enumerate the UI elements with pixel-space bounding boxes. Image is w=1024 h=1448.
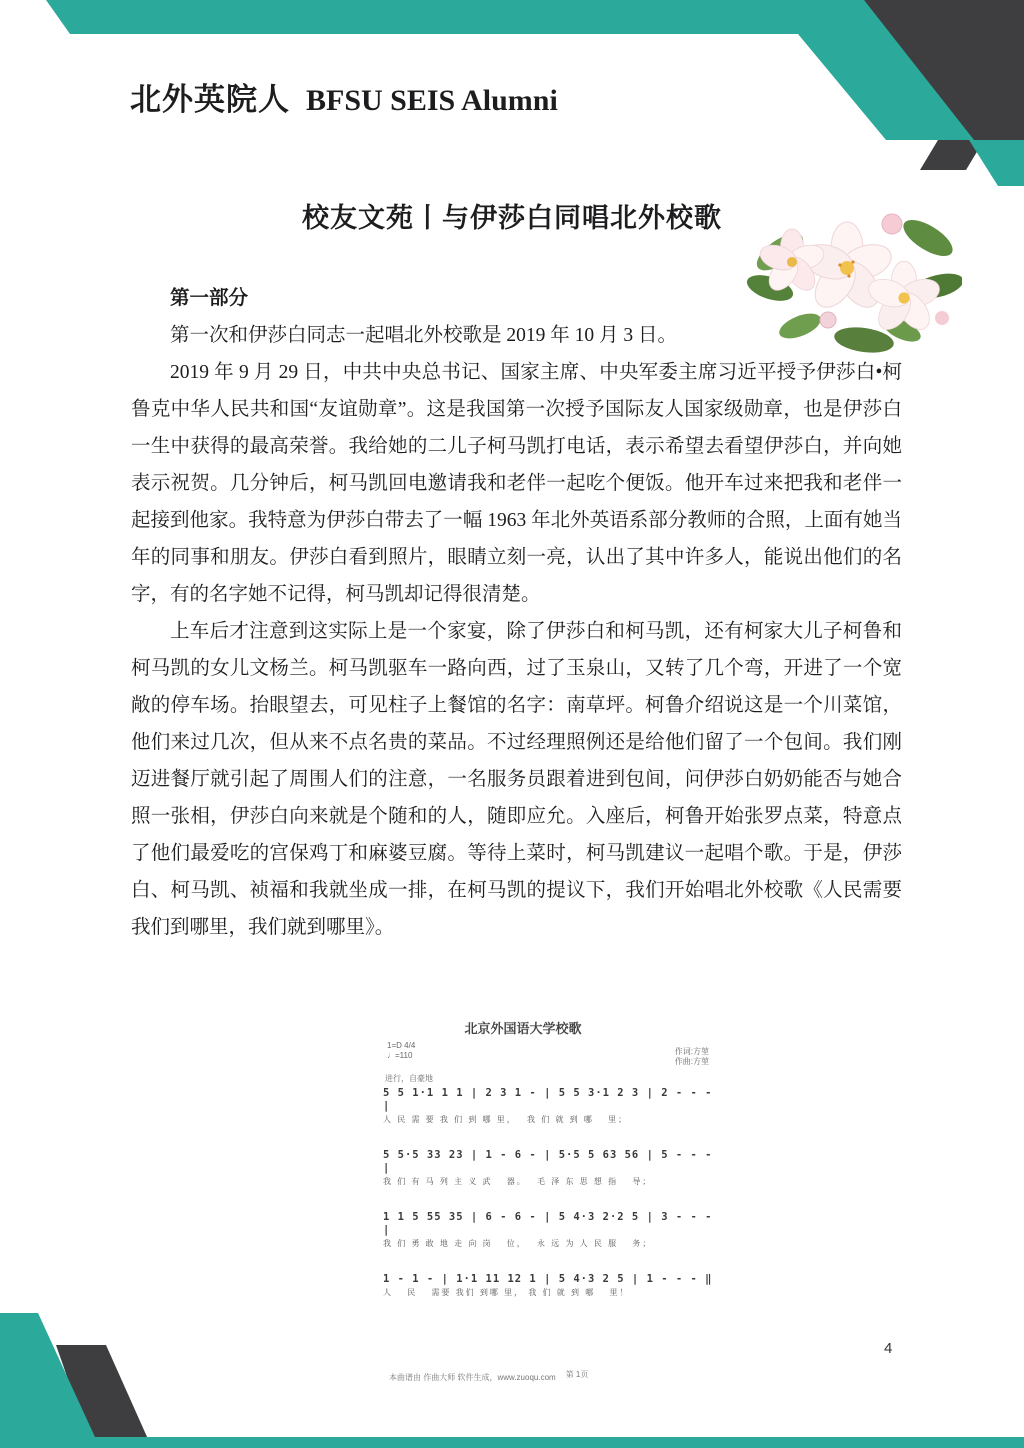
score-lyrics: 我 们 勇 敢 地 走 向 岗 位， 永 远 为 人 民 服 务； (383, 1239, 653, 1248)
score-expression: 进行，自豪地 (385, 1074, 433, 1083)
sheet-music (383, 1012, 723, 1383)
masthead (130, 74, 558, 119)
score-meter: 4/4 (404, 1041, 416, 1050)
article-title: 校友文苑丨与伊莎白同唱北外校歌 (302, 203, 722, 233)
body-paragraph: 第一次和伊莎白同志一起唱北外校歌是 2019 年 10 月 3 日。 (170, 325, 678, 346)
masthead-title-zh: 北外英院人 (130, 82, 290, 117)
article-body (131, 280, 902, 1012)
score-line (383, 1149, 723, 1187)
score-meta (383, 1037, 723, 1073)
score-footer (383, 1372, 723, 1383)
score-line (383, 1087, 723, 1125)
body-paragraph: 2019 年 9 月 29 日，中共中央总书记、国家主席、中央军委主席习近平授予伊莎白•柯鲁克中华人民共和国“友谊勋章”。这是我国第一次授予国际友人国家级勋章，也是伊莎白一生中获得的最高荣誉。我给她的二儿子柯马凯打电话，表示希望去看望伊莎白，并向她表示祝贺。几分钟后，柯马凯回电邀请我和老伴一起吃个便饭。他开车过来把我和老伴一起接到他家。我特意为伊莎白带去了一幅 1963 年北外英语系部分教师的合照，上面有她当年的同事和朋友。伊莎白看到照片，眼睛立刻一亮，认出了其中许多人，能说出他们的名字，有的名字她不记得，柯马凯却记得很清楚。 (131, 362, 902, 605)
score-lyrics: 人 民 需要 我们 到哪 里， 我 们 就 到 哪 里！ (383, 1288, 630, 1297)
top-right-teal-fragment (969, 140, 1024, 186)
score-notes: 1 - 1 - | 1·1 11 12 1 | 5 4·3 2 5 | 1 - - - ‖ (383, 1273, 713, 1285)
bottom-teal-bar (0, 1437, 1024, 1448)
top-teal-band (46, 0, 974, 140)
score-line (383, 1211, 723, 1249)
score-key: 1=D (387, 1041, 402, 1050)
score-credits (675, 1047, 709, 1067)
score-composer: 作曲:方堃 (674, 1057, 709, 1066)
score-lyrics: 我 们 有 马 列 主 义 武 器。 毛 泽 东 思 想 指 导； (383, 1177, 653, 1186)
masthead-title-en: BFSU SEIS Alumni (306, 84, 558, 117)
score-notes: 1 1 5 55 35 | 6 - 6 - | 5 4·3 2·2 5 | 3 - - - | (383, 1211, 713, 1236)
score-lines (383, 1087, 723, 1298)
page-number: 4 (884, 1340, 893, 1357)
section-heading: 第一部分 (170, 288, 249, 309)
score-tempo: ♩=110 (387, 1051, 413, 1060)
score-notes: 5 5·5 33 23 | 1 - 6 - | 5·5 5 63 56 | 5 - - - | (383, 1149, 713, 1174)
score-lyrics: 人 民 需 要 我 们 到 哪 里， 我 们 就 到 哪 里； (383, 1115, 629, 1124)
score-generator-note: 本曲谱由 作曲大师 软件生成，www.zuoqu.com (389, 1373, 556, 1382)
score-line (383, 1273, 723, 1298)
score-page-label: 第 1页 (565, 1370, 589, 1379)
score-lyricist: 作词:方堃 (674, 1047, 709, 1056)
bottom-left-decoration (0, 1288, 200, 1448)
score-key-time (387, 1041, 415, 1061)
score-title: 北京外国语大学校歌 (464, 1021, 582, 1036)
body-paragraph: 上车后才注意到这实际上是一个家宴，除了伊莎白和柯马凯，还有柯家大儿子柯鲁和柯马凯的女儿文杨兰。柯马凯驱车一路向西，过了玉泉山，又转了几个弯，开进了一个宽敞的停车场。抬眼望去，可见柱子上餐馆的名字：南草坪。柯鲁介绍说这是一个川菜馆，他们来过几次，但从来不点名贵的菜品。不过经理照例还是给他们留了一个包间。我们刚迈进餐厅就引起了周围人们的注意，一名服务员跟着进到包间，问伊莎白奶奶能否与她合照一张相，伊莎白向来就是个随和的人，随即应允。入座后，柯鲁开始张罗点菜，特意点了他们最爱吃的宫保鸡丁和麻婆豆腐。等待上菜时，柯马凯建议一起唱个歌。于是，伊莎白、柯马凯、祯福和我就坐成一排，在柯马凯的提议下，我们开始唱北外校歌《人民需要我们到哪里，我们就到哪里》。 (131, 621, 902, 938)
score-notes: 5 5 1·1 1 1 | 2 3 1 - | 5 5 3·1 2 3 | 2 - - - | (383, 1087, 713, 1112)
